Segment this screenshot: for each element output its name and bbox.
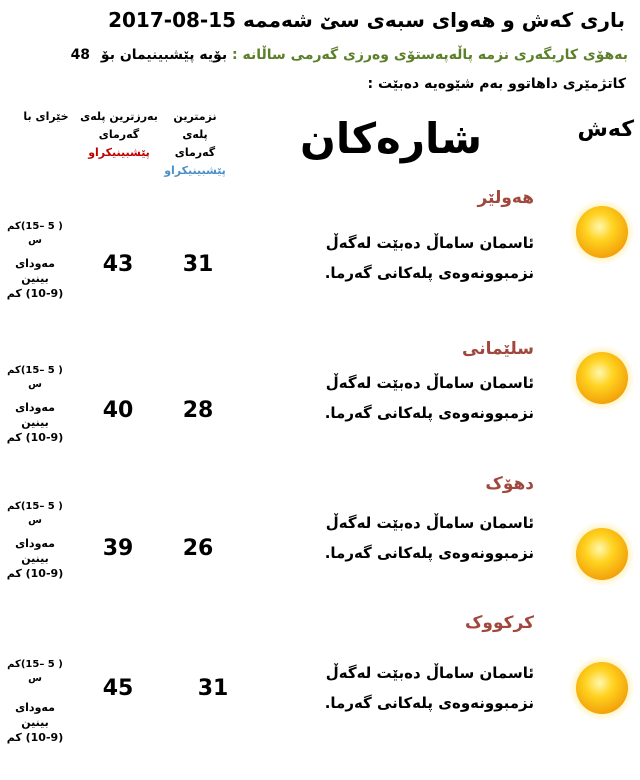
visibility-label: مەودای بینین	[15, 401, 55, 429]
max-header-line1: بەرزترین پلەی	[80, 110, 158, 123]
min-temperature: 28	[182, 398, 214, 423]
description-line2: نزمبوونەوەی پلەکانی گەرما.	[324, 544, 534, 562]
weather-description	[325, 658, 534, 718]
description-line1: ئاسمان ساماڵ دەبێت لەگەڵ	[325, 374, 534, 392]
max-temperature: 45	[102, 676, 134, 701]
city-name: دهۆک	[485, 474, 534, 494]
min-header-line2: گەرمای	[174, 146, 216, 159]
sun-icon	[568, 654, 636, 722]
column-header-weather: کەش	[577, 117, 634, 142]
min-temperature: 31	[182, 252, 214, 277]
min-temperature: 26	[182, 536, 214, 561]
wind-speed: ( 5 –15)کم س	[7, 659, 63, 684]
weather-description	[325, 508, 534, 568]
visibility	[0, 536, 70, 581]
description-line2: نزمبوونەوەی پلەکانی گەرما.	[324, 694, 534, 712]
visibility	[0, 700, 70, 745]
sun-icon	[568, 344, 636, 412]
column-header-max	[80, 108, 158, 162]
visibility-label: مەودای بینین	[15, 701, 55, 729]
city-name: هەولێر	[477, 188, 534, 208]
min-header-line3: پێشبینیکراو	[164, 164, 226, 177]
visibility	[0, 400, 70, 445]
wind-speed: ( 5 –15)کم س	[7, 221, 63, 246]
max-header-line3: پێشبینیکراو	[88, 146, 150, 159]
page-title: باری کەش و هەوای سبەی سێ شەممە 15-08-2017	[108, 8, 625, 32]
description-line1: ئاسمان ساماڵ دەبێت لەگەڵ	[325, 514, 534, 532]
subtitle-black: بۆیە پێشبینیمان بۆ	[100, 47, 228, 63]
wind-speed: ( 5 –15)کم س	[7, 501, 63, 526]
max-temperature: 40	[102, 398, 134, 423]
visibility-value: (10-9) کم	[6, 567, 64, 580]
city-name: سلێمانی	[462, 339, 534, 359]
column-header-min	[160, 108, 230, 180]
visibility-value: (10-9) کم	[6, 731, 64, 744]
forecast-note: کاتژمێری داهاتوو بەم شێوەیە دەبێت :	[367, 76, 626, 92]
description-line1: ئاسمان ساماڵ دەبێت لەگەڵ	[325, 664, 534, 682]
sun-icon	[568, 520, 636, 588]
subtitle	[71, 47, 628, 63]
visibility-label: مەودای بینین	[15, 537, 55, 565]
sun-icon	[568, 198, 636, 266]
visibility-value: (10-9) کم	[6, 431, 64, 444]
min-header-line1: نزمترین پلەی	[173, 110, 217, 141]
column-header-wind: خێرای با	[23, 110, 69, 123]
max-temperature: 43	[102, 252, 134, 277]
visibility-label: مەودای بینین	[15, 257, 55, 285]
weather-description	[325, 368, 534, 428]
visibility-value: (10-9) کم	[6, 287, 64, 300]
wind-speed: ( 5 –15)کم س	[7, 365, 63, 390]
weather-description	[325, 228, 534, 288]
max-temperature: 39	[102, 536, 134, 561]
min-temperature: 31	[197, 676, 229, 701]
city-name: کرکووک	[465, 613, 534, 633]
description-line2: نزمبوونەوەی پلەکانی گەرما.	[324, 404, 534, 422]
max-header-line2: گەرمای	[98, 128, 140, 141]
visibility	[0, 256, 70, 301]
subtitle-number: 48	[70, 47, 91, 63]
description-line2: نزمبوونەوەی پلەکانی گەرما.	[324, 264, 534, 282]
subtitle-green: بەهۆی کاریگەری نزمە پاڵەپەستۆی وەرزی گەرمی ساڵانە :	[232, 47, 628, 63]
description-line1: ئاسمان ساماڵ دەبێت لەگەڵ	[325, 234, 534, 252]
column-header-cities: شارەکان	[300, 114, 483, 163]
